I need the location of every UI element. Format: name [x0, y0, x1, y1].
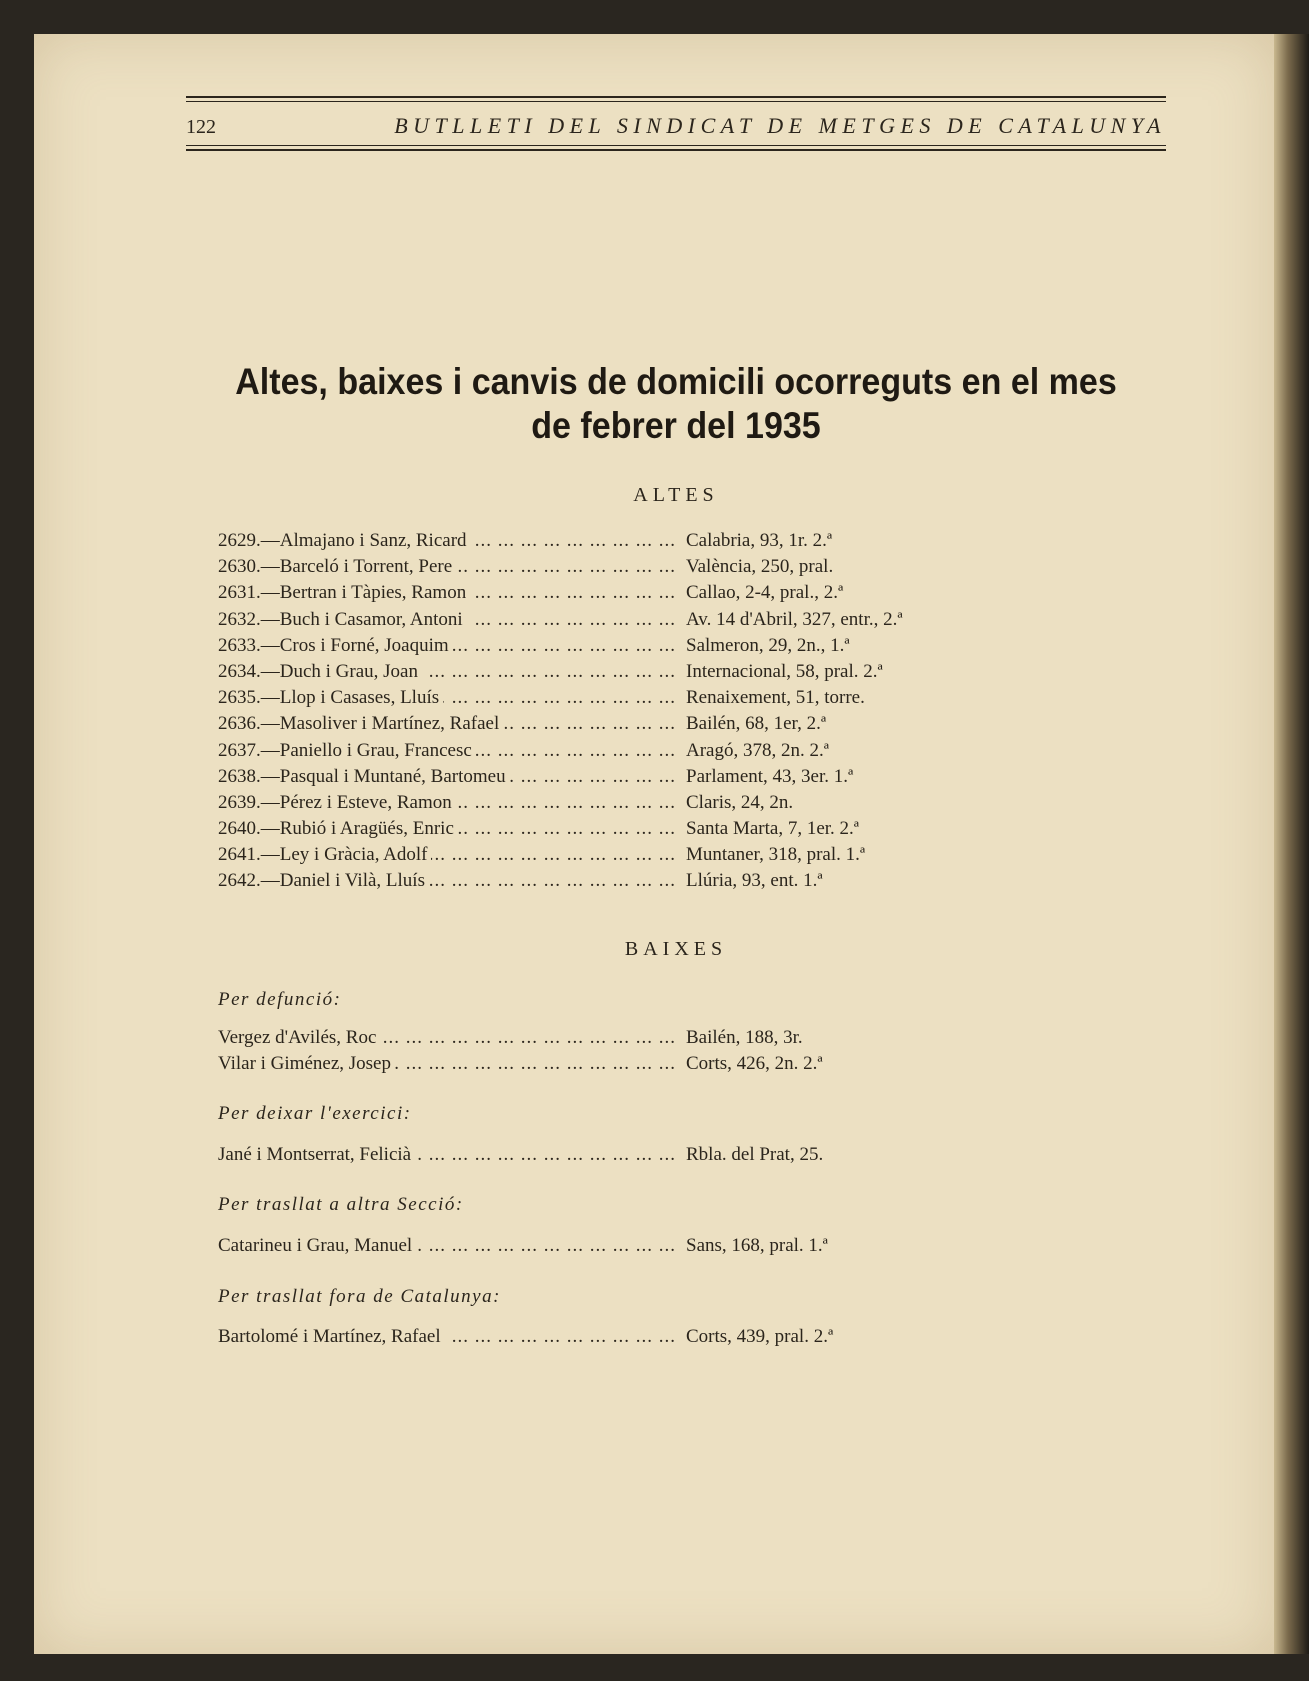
- member-name: Jané i Montserrat, Felicià: [218, 1144, 415, 1165]
- member-name: 2632.—Buch i Casamor, Antoni: [218, 609, 467, 630]
- altes-heading: ALTES: [633, 484, 719, 506]
- member-name: Bartolomé i Martínez, Rafael: [218, 1326, 445, 1347]
- list-item: [218, 687, 1218, 713]
- journal-title: BUTLLETI DEL SINDICAT DE METGES DE CATALUNYA: [394, 113, 1166, 138]
- member-address: Bailén, 188, 3r.: [686, 1027, 803, 1048]
- member-address: Callao, 2-4, pral., 2.ª: [686, 582, 844, 604]
- member-name: 2640.—Rubió i Aragüés, Enric: [218, 818, 458, 839]
- list-item: [218, 1326, 1218, 1352]
- header-line: [186, 105, 1166, 145]
- member-address: Calabria, 93, 1r. 2.ª: [686, 530, 833, 551]
- baixes-group-label: Per trasllat a altra Secció:: [218, 1194, 464, 1215]
- member-address: Claris, 24, 2n.: [686, 791, 794, 813]
- member-name: Vergez d'Avilés, Roc: [218, 1027, 380, 1048]
- list-item: [218, 713, 1218, 739]
- member-name: 2642.—Daniel i Vilà, Lluís: [218, 870, 429, 891]
- header-rule-bottom-thin: [186, 145, 1166, 146]
- list-item: [218, 740, 1218, 766]
- list-item: [218, 530, 1218, 556]
- list-item: [218, 792, 1218, 818]
- baixes-list-seccio: [218, 1235, 1218, 1261]
- list-item: [218, 870, 1218, 896]
- baixes-heading: BAIXES: [624, 938, 728, 960]
- member-address: Rbla. del Prat, 25.: [686, 1144, 824, 1165]
- member-address: Bailén, 68, 1er, 2.ª: [686, 713, 827, 735]
- member-address: Renaixement, 51, torre.: [686, 687, 865, 709]
- member-name: 2630.—Barceló i Torrent, Pere: [218, 556, 456, 577]
- member-address: Corts, 439, pral. 2.ª: [686, 1326, 834, 1347]
- running-header: [186, 96, 1166, 154]
- list-item: [218, 609, 1218, 635]
- baixes-group-label: Per defunció:: [218, 989, 342, 1010]
- member-name: 2636.—Masoliver i Martínez, Rafael: [218, 713, 503, 734]
- page-edge: [1274, 34, 1309, 1654]
- article-title: Altes, baixes i canvis de domicili ocorreguts en el mes de febrer del 1935: [235, 361, 1117, 446]
- baixes-list-exercici: [218, 1144, 1218, 1170]
- baixes-group-label: Per trasllat fora de Catalunya:: [218, 1286, 501, 1307]
- baixes-list-defuncio: [218, 1027, 1218, 1079]
- member-name: 2629.—Almajano i Sanz, Ricard: [218, 530, 471, 551]
- member-address: Santa Marta, 7, 1er. 2.ª: [686, 818, 860, 840]
- member-name: 2637.—Paniello i Grau, Francesc: [218, 740, 476, 761]
- member-name: 2635.—Llop i Casases, Lluís: [218, 687, 443, 708]
- member-name: 2631.—Bertran i Tàpies, Ramon: [218, 582, 470, 603]
- list-item: [218, 661, 1218, 687]
- member-name: 2634.—Duch i Grau, Joan: [218, 661, 422, 682]
- list-item: [218, 1053, 1218, 1079]
- member-address: Corts, 426, 2n. 2.ª: [686, 1053, 823, 1075]
- list-item: [218, 556, 1218, 582]
- baixes-group-label: Per deixar l'exercici:: [218, 1103, 412, 1124]
- member-address: Internacional, 58, pral. 2.ª: [686, 660, 883, 682]
- list-item: [218, 582, 1218, 608]
- baixes-list-catalunya: [218, 1326, 1218, 1352]
- list-item: [218, 766, 1218, 792]
- list-item: [218, 844, 1218, 870]
- member-address: Salmeron, 29, 2n., 1.ª: [686, 634, 850, 656]
- page-number: 122: [186, 116, 216, 138]
- list-item: [218, 1235, 1218, 1261]
- list-item: [218, 635, 1218, 661]
- member-name: 2638.—Pasqual i Muntané, Bartomeu: [218, 766, 510, 787]
- member-name: Catarineu i Grau, Manuel: [218, 1235, 416, 1256]
- member-name: 2639.—Pérez i Esteve, Ramon: [218, 792, 456, 813]
- list-item: [218, 818, 1218, 844]
- member-address: Aragó, 378, 2n. 2.ª: [686, 739, 829, 761]
- member-address: Parlament, 43, 3er. 1.ª: [686, 765, 854, 787]
- member-address: Llúria, 93, ent. 1.ª: [686, 870, 823, 892]
- altes-list: [218, 530, 1218, 897]
- member-address: València, 250, pral.: [686, 556, 834, 578]
- header-rule-top-thin: [186, 101, 1166, 102]
- header-rule-top: [186, 96, 1166, 98]
- member-name: Vilar i Giménez, Josep: [218, 1053, 395, 1074]
- header-rule-bottom: [186, 149, 1166, 151]
- member-address: Av. 14 d'Abril, 327, entr., 2.ª: [686, 608, 903, 630]
- list-item: [218, 1144, 1218, 1170]
- member-name: 2633.—Cros i Forné, Joaquim: [218, 635, 453, 656]
- member-address: Muntaner, 318, pral. 1.ª: [686, 844, 866, 866]
- list-item: [218, 1027, 1218, 1053]
- member-name: 2641.—Ley i Gràcia, Adolf: [218, 844, 431, 865]
- member-address: Sans, 168, pral. 1.ª: [686, 1235, 828, 1256]
